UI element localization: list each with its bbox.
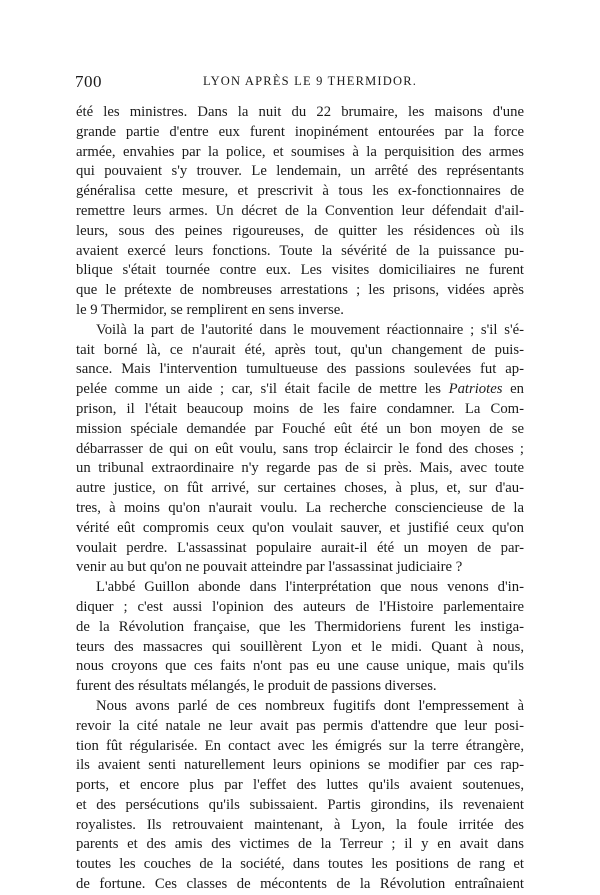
text-line: L'abbé Guillon abonde dans l'interprétation que nous venons d'in- — [96, 579, 524, 596]
running-title: LYON APRÈS LE 9 THERMIDOR. — [203, 74, 418, 88]
text-line: ils avaient senti naturellement leurs opinions se modifier par ces rap- — [76, 757, 524, 774]
text-line: généralisa cette mesure, et prescrivit à tous les ex-fonctionnaires de — [76, 183, 524, 200]
text-line: armée, envahies par la police, et soumises à la perquisition des armes — [76, 143, 524, 160]
text-line: toutes les couches de la société, dans toutes les positions de rang et — [76, 856, 524, 873]
paragraph — [76, 321, 524, 578]
text-line: voulait perdre. L'assassinat populaire aurait-il été un moyen de par- — [76, 539, 524, 556]
text-line: le 9 Thermidor, se remplirent en sens inverse. — [76, 301, 344, 318]
page-header — [75, 72, 525, 94]
text-line: un tribunal extraordinaire n'y regarde pas de si près. Mais, avec toute — [76, 460, 524, 477]
paragraph — [76, 697, 524, 895]
text-line: autre justice, on fût arrivé, sur certaines choses, à plus, et, sur d'au- — [76, 480, 524, 497]
text-line: Nous avons parlé de ces nombreux fugitifs dont l'empressement à — [96, 697, 524, 714]
text-line: diquer ; c'est aussi l'opinion des auteurs de l'Histoire parlementaire — [76, 598, 524, 615]
text-line: venir au but qu'on ne pouvait atteindre par l'assassinat judiciaire ? — [76, 559, 463, 576]
text-line: parents et des amis des victimes de la Terreur ; il y en avait dans — [76, 836, 524, 853]
text-line: tait borné là, ce n'aurait été, après tout, qu'un changement de puis- — [76, 341, 524, 358]
italic-word: Patriotes — [448, 381, 503, 398]
text-line: nous croyons que ces faits n'ont pas eu une cause unique, mais qu'ils — [76, 658, 524, 675]
text-line: de fortune. Ces classes de mécontents de la Révolution entraînaient — [76, 876, 524, 893]
text-line: blique s'était tournée contre eux. Les visites domiciliaires ne furent — [76, 262, 524, 279]
text-line: remettre leurs armes. Un décret de la Convention leur défendait d'ail- — [76, 202, 524, 219]
text-line: sance. Mais l'intervention tumultueuse des passions soulevées fut ap- — [76, 361, 524, 378]
text-line: et des persécutions qu'ils subissaient. Partis girondins, ils revenaient — [76, 796, 524, 813]
text-line: revoir la cité natale ne leur avait pas permis d'attendre que leur posi- — [76, 717, 524, 734]
text-line: leurs, sous des peines rigoureuses, de quitter les résidences où ils — [76, 222, 524, 239]
text-line: vérité eût compromis ceux qu'on voulait sauver, et justifié ceux qu'on — [76, 519, 524, 536]
text-line: grande partie d'entre eux furent inopinément entourées par la force — [76, 123, 524, 140]
text-line: teurs des massacres qui souillèrent Lyon et le midi. Quant à nous, — [76, 638, 524, 655]
text-line: Voilà la part de l'autorité dans le mouvement réactionnaire ; s'il s'é- — [96, 321, 524, 338]
text-line: qui pouvaient s'y trouver. Le lendemain, un arrêté des représentants — [76, 163, 524, 180]
text-line: de la Révolution française, que les Thermidoriens furent les instiga- — [76, 618, 524, 635]
body-text — [76, 103, 524, 895]
text-line: mission spéciale demandée par Fouché eût été un bon moyen de se — [76, 420, 524, 437]
text-line: débarrasser de qui on eût voulu, sans trop éclaircir le fond des choses ; — [76, 440, 524, 457]
text-line: tres, à moins qu'on n'aurait voulu. La recherche consciencieuse de la — [76, 499, 524, 516]
text-line: prison, il l'était beaucoup moins de les faire condamner. La Com- — [76, 400, 524, 417]
text-line: pelée comme un aide ; car, s'il était facile de mettre les Patriotes en — [76, 381, 525, 398]
text-line: ports, et encore plus par l'effet des luttes qu'ils avaient soutenues, — [76, 777, 524, 794]
text-line: que le prétexte de nombreuses arrestations ; les prisons, vidées après — [76, 282, 524, 299]
text-line: tion fût régularisée. En contact avec les émigrés sur la terre étrangère, — [76, 737, 524, 754]
text-line: royalistes. Ils retrouvaient maintenant, à Lyon, la foule irritée des — [76, 816, 524, 833]
paragraph — [76, 578, 524, 697]
paragraph — [76, 103, 524, 321]
page-number: 700 — [75, 72, 102, 91]
text-line: avaient exercé leurs fonctions. Toute la sévérité de la puissance pu- — [76, 242, 524, 259]
text-line: été les ministres. Dans la nuit du 22 brumaire, les maisons d'une — [76, 104, 524, 120]
text-line: furent des résultats mélangés, le produit de passions diverses. — [76, 678, 437, 695]
